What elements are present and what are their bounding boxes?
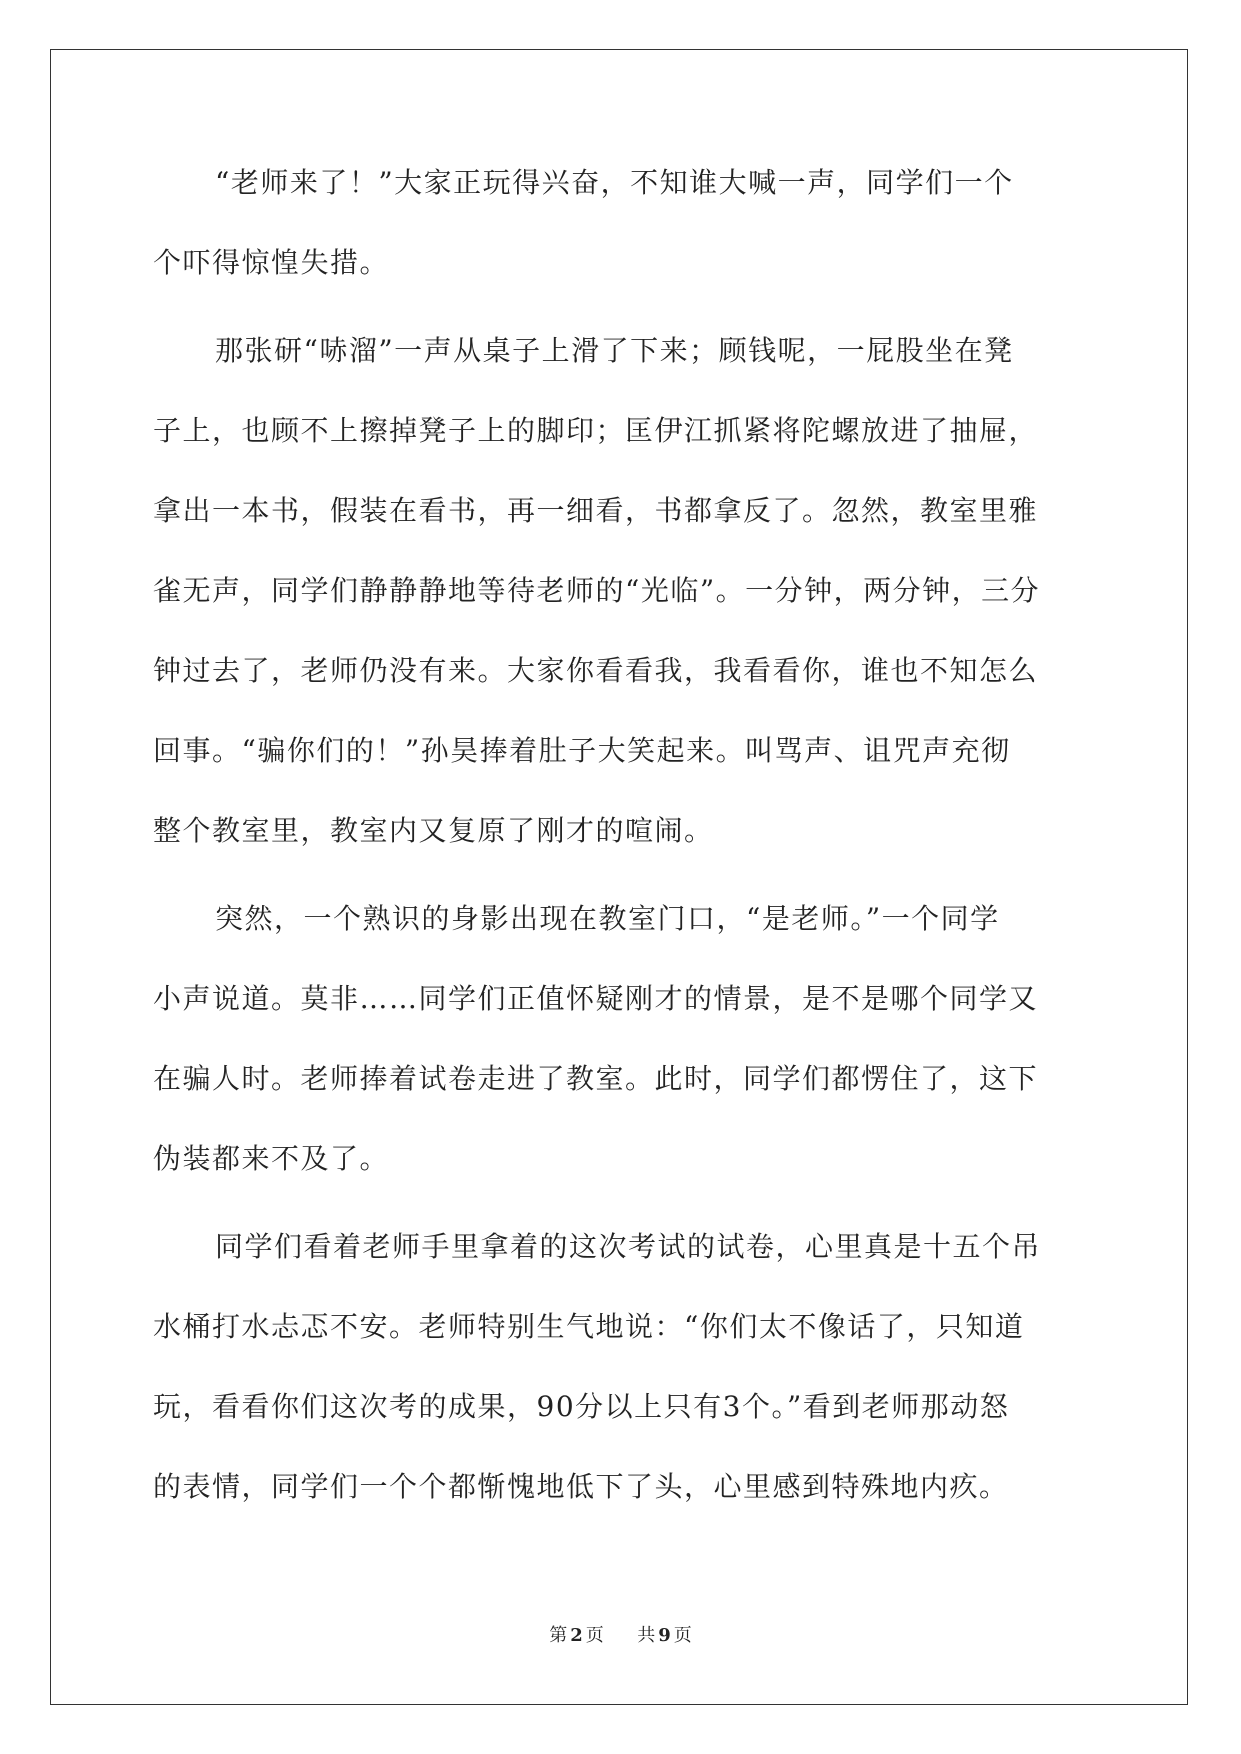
paragraph-2 [153,331,1093,891]
paragraph-line: 玩，看看你们这次考的成果，90分以上只有3个。”看到老师那动怒 [153,1390,1010,1423]
paragraph-line: 的表情，同学们一个个都惭愧地低下了头，心里感到特殊地内疚。 [153,1470,1009,1503]
page-suffix: 页 [585,1625,604,1646]
total-pages: 9 [658,1625,671,1646]
paragraph-line: 整个教室里，教室内又复原了刚才的喧闹。 [153,814,714,847]
paragraph-line: 拿出一本书，假装在看书，再一细看，书都拿反了。忽然，教室里雅 [153,494,1039,527]
paragraph-line: 小声说道。莫非……同学们正值怀疑刚才的情景，是不是哪个同学又 [153,982,1039,1015]
paragraph-line: “老师来了！”大家正玩得兴奋，不知谁大喊一声，同学们一个 [215,166,1014,199]
paragraph-line: 个吓得惊惶失措。 [153,246,390,279]
page-footer [0,1621,1241,1647]
paragraph-line: 子上，也顾不上擦掉凳子上的脚印；匡伊江抓紧将陀螺放进了抽屉， [153,414,1039,447]
paragraph-line: 同学们看着老师手里拿着的这次考试的试卷，心里真是十五个吊 [215,1230,1042,1263]
paragraph-line: 水桶打水忐忑不安。老师特别生气地说：“你们太不像话了，只知道 [153,1310,1025,1343]
paragraph-3 [153,899,1093,1219]
paragraph-1 [153,163,1093,323]
total-suffix: 页 [673,1625,692,1646]
paragraph-4 [153,1227,1093,1547]
paragraph-line: 在骗人时。老师捧着试卷走进了教室。此时，同学们都愣住了，这下 [153,1062,1039,1095]
total-prefix: 共 [637,1625,656,1646]
page-number: 2 [570,1625,583,1646]
paragraph-line: 那张研“哧溜”一声从桌子上滑了下来；顾钱呢，一屁股坐在凳 [215,334,1014,367]
paragraph-line: 雀无声，同学们静静静地等待老师的“光临”。一分钟，两分钟，三分 [153,574,1041,607]
paragraph-line: 突然，一个熟识的身影出现在教室门口，“是老师。”一个同学 [215,902,1000,935]
paragraph-line: 伪装都来不及了。 [153,1142,390,1175]
document-body [153,163,1093,1547]
paragraph-line: 钟过去了，老师仍没有来。大家你看看我，我看看你，谁也不知怎么 [153,654,1039,687]
page-prefix: 第 [549,1625,568,1646]
paragraph-line: 回事。“骗你们的！”孙昊捧着肚子大笑起来。叫骂声、诅咒声充彻 [153,734,1011,767]
